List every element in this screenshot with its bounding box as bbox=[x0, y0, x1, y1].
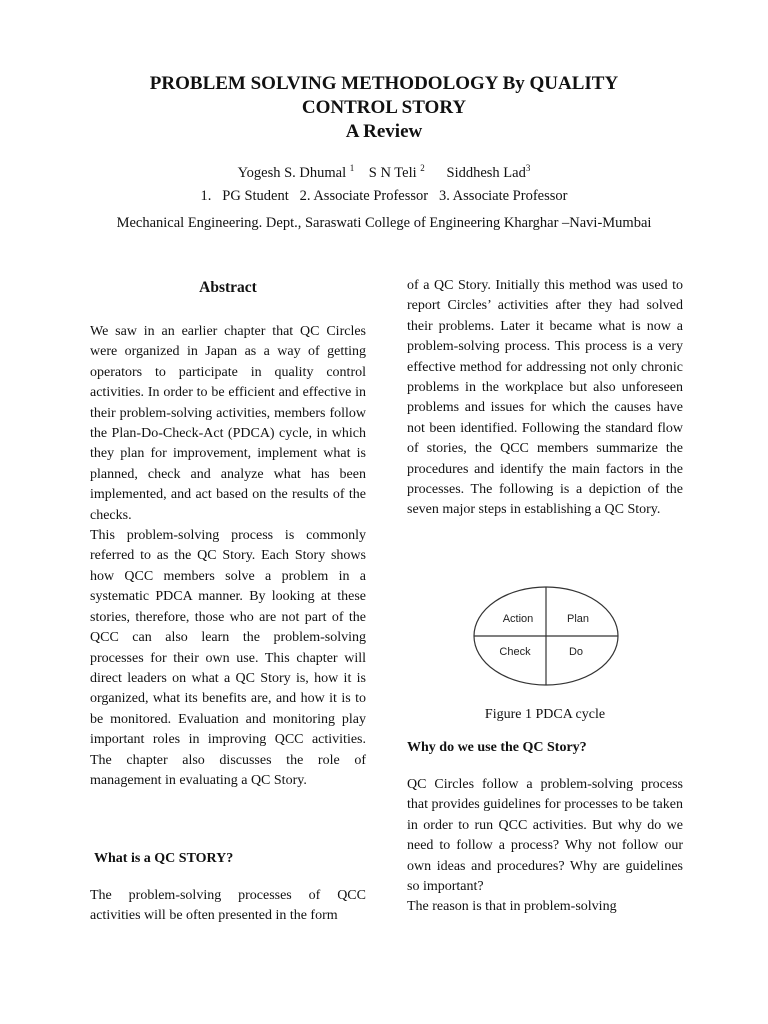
why-paragraph-2: The reason is that in problem-solving bbox=[407, 899, 617, 915]
right-column-body bbox=[407, 276, 683, 521]
section-heading-what-is-qc-story: What is a QC STORY? bbox=[94, 851, 234, 866]
author-roles: 1. PG Student 2. Associate Professor 3. Associate Professor bbox=[200, 188, 568, 204]
section-heading-why-qc-story: Why do we use the QC Story? bbox=[407, 740, 587, 755]
abstract-body bbox=[90, 322, 366, 791]
pdca-label-check: Check bbox=[499, 646, 531, 658]
continued-paragraph: of a QC Story. Initially this method was used to report Circles’ activities after they had solved their problems. Later it became what is now a problem-solving process. This process is a very effective method for addressing not only chronic problems in the workplace but also unforeseen problems and issues for which the causes have not been identified. Following the standard flow of stories, the QCC members summarize the procedures and identify the main factors in the processes. The following is a depiction of the seven major steps in establishing a QC Story. bbox=[407, 278, 683, 518]
abstract-heading: Abstract bbox=[199, 279, 257, 296]
affiliation: Mechanical Engineering. Dept., Saraswati College of Engineering Kharghar –Navi-Mumbai bbox=[116, 215, 652, 231]
abstract-paragraph-2: This problem-solving process is commonly referred to as the QC Story. Each Story shows how QCC members solve a problem in a systematic PDCA manner. By looking at these stories, therefore, those who are not part of the QCC can also learn the problem-solving processes for their own use. This chapter will direct leaders on what a QC Story is, how it is organized, what its benefits are, and how it is to be monitored. Evaluation and monitoring play important roles in improving QCC activities. The chapter also discusses the role of management in evaluating a QC Story. bbox=[90, 528, 366, 788]
title-line-2: CONTROL STORY bbox=[301, 97, 467, 118]
author-mark: 3 bbox=[525, 163, 531, 173]
pdca-label-plan: Plan bbox=[566, 613, 590, 625]
author-mark: 1 bbox=[349, 163, 355, 173]
pdca-label-do: Do bbox=[568, 646, 584, 658]
author-mark: 2 bbox=[420, 163, 425, 173]
author-list bbox=[0, 158, 768, 183]
what-paragraph: The problem-solving processes of QCC activities will be often presented in the form bbox=[90, 888, 366, 924]
title-line-1: PROBLEM SOLVING METHODOLOGY By QUALITY bbox=[149, 73, 619, 94]
what-section-body bbox=[90, 886, 366, 927]
title-line-3: A Review bbox=[345, 121, 423, 142]
why-paragraph-1: QC Circles follow a problem-solving process that provides guidelines for processes to be taken in order to run QCC activities. But why do we need to follow a process? Why not follow our own ideas and procedures? Why are guidelines so important? bbox=[407, 777, 683, 895]
figure-caption: Figure 1 PDCA cycle bbox=[484, 707, 606, 722]
author-name: Yogesh S. Dhumal bbox=[237, 164, 347, 181]
why-section-body bbox=[407, 775, 683, 918]
paper-title bbox=[0, 72, 768, 144]
pdca-cycle-figure bbox=[470, 583, 622, 689]
pdca-label-action: Action bbox=[502, 613, 534, 625]
author-name: Siddhesh Lad bbox=[446, 164, 526, 181]
author-name: S N Teli bbox=[368, 164, 417, 181]
abstract-paragraph-1: We saw in an earlier chapter that QC Circles were organized in Japan as a way of getting operators to participate in quality control activities. In order to be efficient and effective in their problem-solving activities, members follow the Plan-Do-Check-Act (PDCA) cycle, in which they plan for improvement, implement what is planned, check and analyze what has been implemented, and act based on the results of the checks. bbox=[90, 324, 366, 523]
